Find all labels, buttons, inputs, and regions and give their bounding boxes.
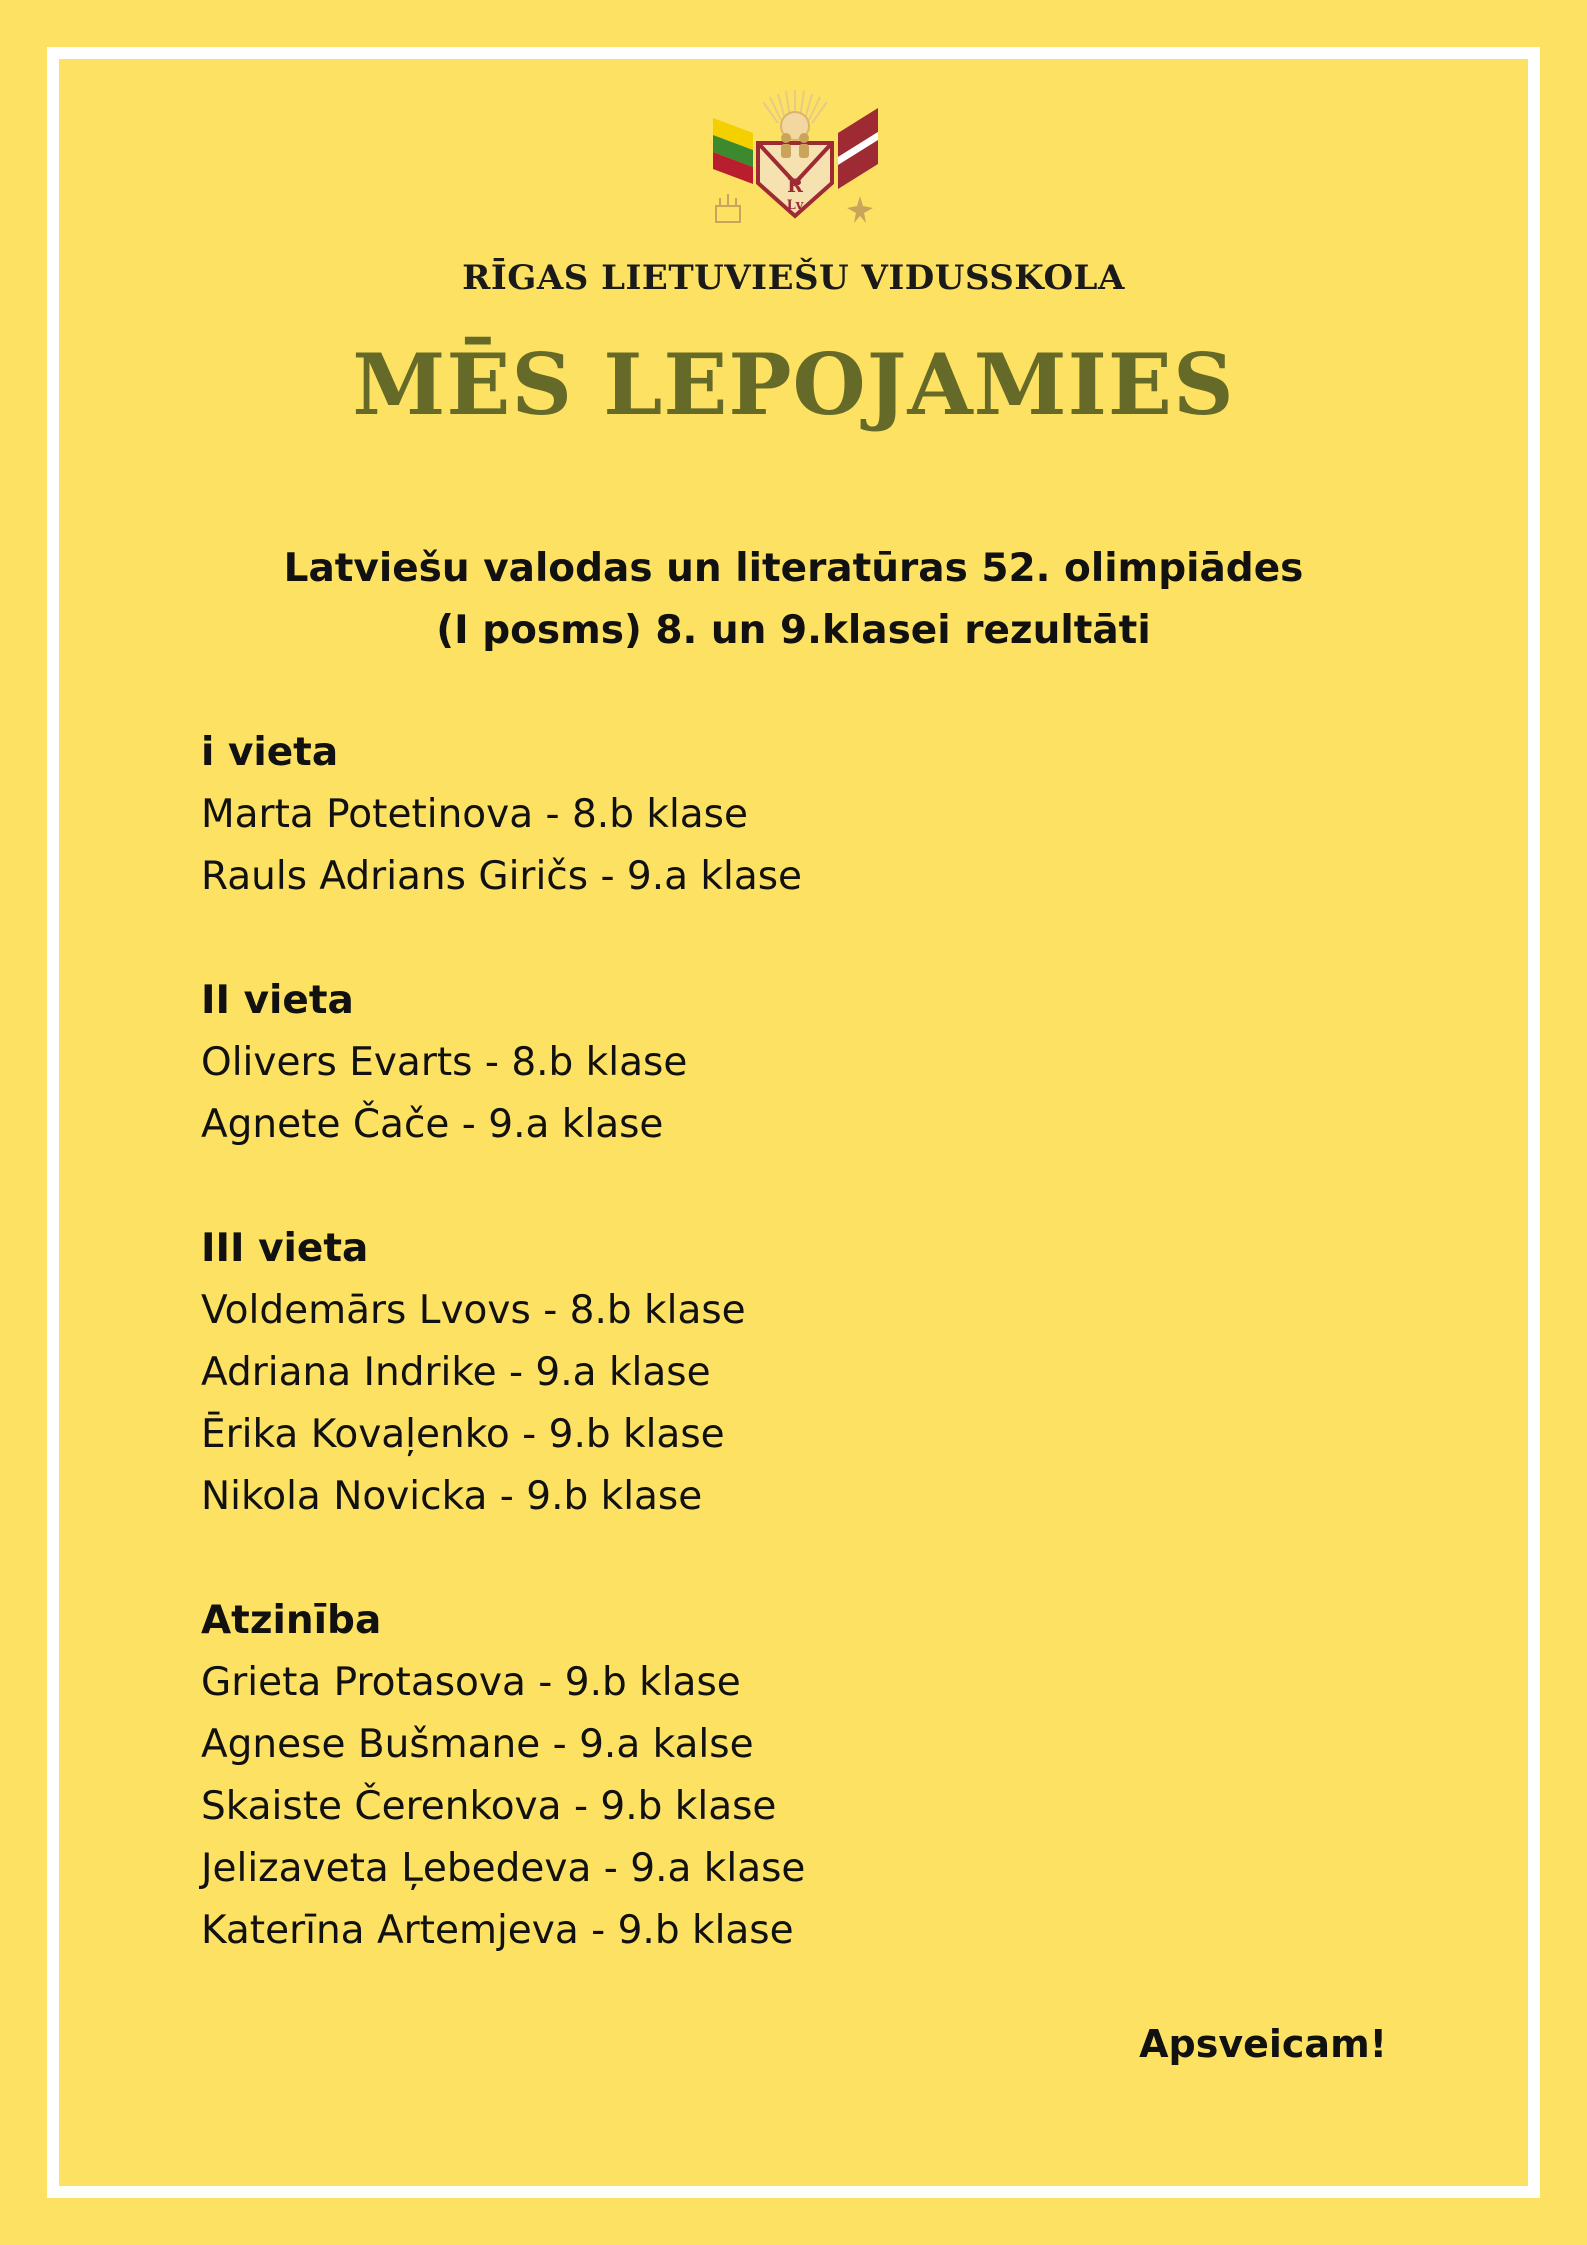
section-recognition xyxy=(201,1590,805,1962)
winner-entry: Olivers Evarts - 8.b klase xyxy=(201,1040,688,1085)
section-heading: Atzinība xyxy=(201,1598,382,1643)
section-third-place xyxy=(201,1218,805,1528)
section-second-place xyxy=(201,970,805,1156)
winner-entry: Rauls Adrians Giričs - 9.a klase xyxy=(201,854,803,899)
page-title: MĒS LEPOJAMIES xyxy=(352,335,1235,434)
school-name: RĪGAS LIETUVIEŠU VIDUSSKOLA xyxy=(462,258,1125,298)
closing-greeting: Apsveicam! xyxy=(1139,2022,1387,2066)
section-heading: II vieta xyxy=(201,978,354,1023)
winner-entry: Grieta Protasova - 9.b klase xyxy=(201,1660,741,1705)
winner-entry: Adriana Indrike - 9.a klase xyxy=(201,1350,711,1395)
svg-text:Lv: Lv xyxy=(786,198,804,213)
school-crest-icon xyxy=(708,88,883,233)
event-subtitle xyxy=(0,538,1587,662)
lithuanian-flag xyxy=(713,118,753,184)
section-first-place xyxy=(201,722,805,908)
winner-entry: Ērika Kovaļenko - 9.b klase xyxy=(201,1412,725,1457)
winner-entry: Jelizaveta Ļebedeva - 9.a klase xyxy=(201,1846,806,1891)
winner-entry: Agnese Bušmane - 9.a kalse xyxy=(201,1722,754,1767)
winner-entry: Agnete Čače - 9.a klase xyxy=(201,1102,664,1147)
winner-entry: Nikola Novicka - 9.b klase xyxy=(201,1474,703,1519)
svg-text:R: R xyxy=(787,175,803,197)
castle-icon xyxy=(716,194,740,222)
winner-entry: Voldemārs Lvovs - 8.b klase xyxy=(201,1288,746,1333)
latvian-flag xyxy=(838,108,878,189)
sun-star-icon xyxy=(847,196,873,223)
winner-entry: Katerīna Artemjeva - 9.b klase xyxy=(201,1908,794,1953)
section-heading: i vieta xyxy=(201,730,339,775)
results-list xyxy=(201,722,805,2024)
subtitle-line-2: (I posms) 8. un 9.klasei rezultāti xyxy=(436,608,1151,653)
winner-entry: Marta Potetinova - 8.b klase xyxy=(201,792,748,837)
winner-entry: Skaiste Čerenkova - 9.b klase xyxy=(201,1784,777,1829)
subtitle-line-1: Latviešu valodas un literatūras 52. olimpiādes xyxy=(283,546,1304,591)
section-heading: III vieta xyxy=(201,1226,369,1271)
